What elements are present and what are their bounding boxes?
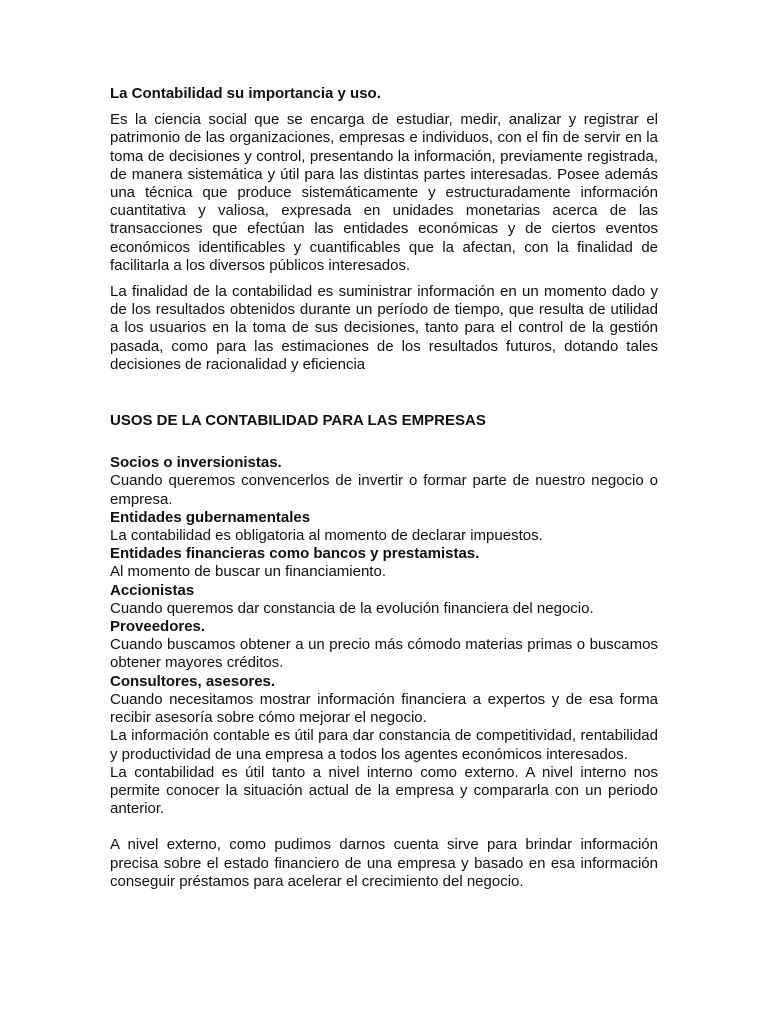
paragraph-definition: Es la ciencia social que se encarga de estudiar, medir, analizar y registrar el patrimonio de las organizaciones, empresas e individuos, con el fin de servir en la toma de decisiones y control, presentando la información, previamente registrada, de manera sistemática y útil para las distintas partes interesadas. Posee además una técnica que produce sistemáticamente y estructuradamente información cuantitativa y valiosa, expresada en unidades monetarias acerca de las transacciones que efectúan las entidades económicas y de ciertos eventos económicos identificables y cuantificables que la afectan, con la finalidad de facilitarla a los diversos públicos interesados. [110,111,658,274]
document-title: La Contabilidad su importancia y uso. [110,85,381,102]
uses-list [110,454,658,891]
paragraph-spacer [110,818,658,836]
use-text-socios: Cuando queremos convencerlos de invertir o formar parte de nuestro negocio o empresa. [110,472,658,508]
closing-paragraph-nivel-externo: A nivel externo, como pudimos darnos cuenta sirve para brindar información precisa sobre el estado financiero de una empresa y basado en esa información conseguir préstamos para acelerar el crecimiento del negocio. [110,836,658,890]
use-text-proveedores: Cuando buscamos obtener a un precio más cómodo materias primas o buscamos obtener mayores créditos. [110,636,658,672]
closing-paragraph-competitividad: La información contable es útil para dar constancia de competitividad, rentabilidad y productividad de una empresa a todos los agentes económicos interesados. [110,727,658,763]
use-heading-proveedores: Proveedores. [110,618,206,636]
use-heading-gubernamentales: Entidades gubernamentales [110,508,311,526]
use-heading-consultores: Consultores, asesores. [110,672,276,690]
use-text-gubernamentales: La contabilidad es obligatoria al momento de declarar impuestos. [110,527,543,545]
use-heading-financieras: Entidades financieras como bancos y prestamistas. [110,545,480,563]
use-text-consultores: Cuando necesitamos mostrar información financiera a expertos y de esa forma recibir asesoría sobre cómo mejorar el negocio. [110,690,658,727]
use-heading-accionistas: Accionistas [110,581,195,599]
use-text-accionistas: Cuando queremos dar constancia de la evolución financiera del negocio. [110,599,594,617]
section-title: USOS DE LA CONTABILIDAD PARA LAS EMPRESAS [110,412,486,430]
document-page [110,85,658,891]
closing-paragraph-nivel-interno: La contabilidad es útil tanto a nivel interno como externo. A nivel interno nos permite conocer la situación actual de la empresa y compararla con un periodo anterior. [110,763,658,818]
paragraph-purpose: La finalidad de la contabilidad es suministrar información en un momento dado y de los resultados obtenidos durante un período de tiempo, que resulta de utilidad a los usuarios en la toma de sus decisiones, tanto para el control de la gestión pasada, como para las estimaciones de los resultados futuros, dotando tales decisiones de racionalidad y eficiencia [110,283,658,373]
use-heading-socios: Socios o inversionistas. [110,454,282,472]
use-text-financieras: Al momento de buscar un financiamiento. [110,563,386,581]
